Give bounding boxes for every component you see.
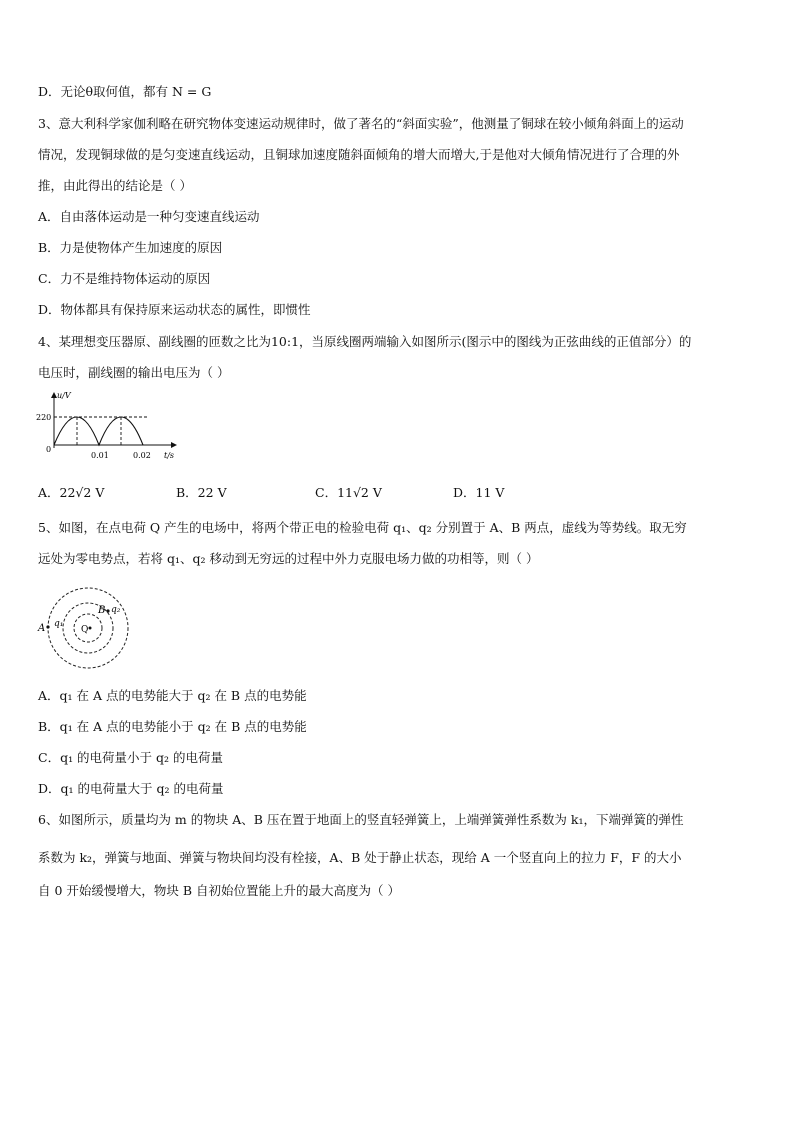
question-3-line-1: 3、意大利科学家伽利略在研究物体变速运动规律时，做了著名的“斜面实验”，他测量了铜球在较小倾角斜面上的运动 [38,116,684,131]
point-B-dot [106,609,109,612]
point-A-dot [46,625,49,628]
question-4-option-d: D．11 V [453,485,505,500]
label-Q: Q [81,625,89,635]
label-A: A [38,623,46,634]
option-d-previous: D．无论θ取何值，都有 N = G [38,84,212,99]
x-tick-0.01: 0.01 [91,451,109,460]
charge-Q-dot [89,627,92,630]
question-5-line-2: 远处为零电势点，若将 q₁、q₂ 移动到无穷远的过程中外力克服电场力做的功相等，则（ ） [38,551,539,566]
question-5-line-1: 5、如图，在点电荷 Q 产生的电场中，将两个带正电的检验电荷 q₁、q₂ 分别置于 A、B 两点，虚线为等势线。取无穷 [38,520,687,535]
question-4-line-2: 电压时，副线圈的输出电压为（ ） [38,365,230,380]
question-3-option-d: D．物体都具有保持原来运动状态的属性，即惯性 [38,302,311,317]
question-3-option-b: B．力是使物体产生加速度的原因 [38,240,223,255]
voltage-graph [36,388,186,463]
question-5-option-d: D．q₁ 的电荷量大于 q₂ 的电荷量 [38,781,224,796]
y-axis-label: u/V [57,391,71,400]
question-3-option-c: C．力不是维持物体运动的原因 [38,271,211,286]
question-6-line-2: 系数为 k₂，弹簧与地面、弹簧与物块间均没有栓接，A、B 处于静止状态，现给 A 一个竖直向上的拉力 F，F 的大小 [38,850,682,865]
question-3-line-2: 情况，发现铜球做的是匀变速直线运动，且铜球加速度随斜面倾角的增大而增大,于是他对大倾角情况进行了合理的外 [38,147,680,162]
question-3-line-3: 推，由此得出的结论是（ ） [38,178,192,193]
origin-label: 0 [46,445,52,454]
question-4-option-a: A．22√2 V [38,485,105,500]
question-3-option-a: A．自由落体运动是一种匀变速直线运动 [38,209,260,224]
rectified-sine-curve [54,417,143,445]
label-q1: q₁ [54,619,64,629]
y-tick-220: 220 [36,413,52,422]
question-4-option-b: B．22 V [176,485,227,500]
question-4-line-1: 4、某理想变压器原、副线圈的匝数之比为10:1，当原线圈两端输入如图所示(图示中的图线为正弦曲线的正值部分）的 [38,334,692,349]
label-B: B [98,605,106,616]
x-tick-0.02: 0.02 [133,451,151,460]
question-4-option-c: C．11√2 V [315,485,382,500]
label-q2: q₂ [111,605,121,615]
question-6-line-3: 自 0 开始缓慢增大，物块 B 自初始位置能上升的最大高度为（ ） [38,883,401,898]
question-6-line-1: 6、如图所示，质量均为 m 的物块 A、B 压在置于地面上的竖直轻弹簧上，上端弹簧弹性系数为 k₁，下端弹簧的弹性 [38,812,684,827]
question-5-option-b: B．q₁ 在 A 点的电势能小于 q₂ 在 B 点的电势能 [38,719,307,734]
question-5-option-c: C．q₁ 的电荷量小于 q₂ 的电荷量 [38,750,224,765]
x-axis-label: t/s [164,451,175,460]
question-5-option-a: A．q₁ 在 A 点的电势能大于 q₂ 在 B 点的电势能 [38,688,307,703]
equipotential-diagram [36,582,140,672]
